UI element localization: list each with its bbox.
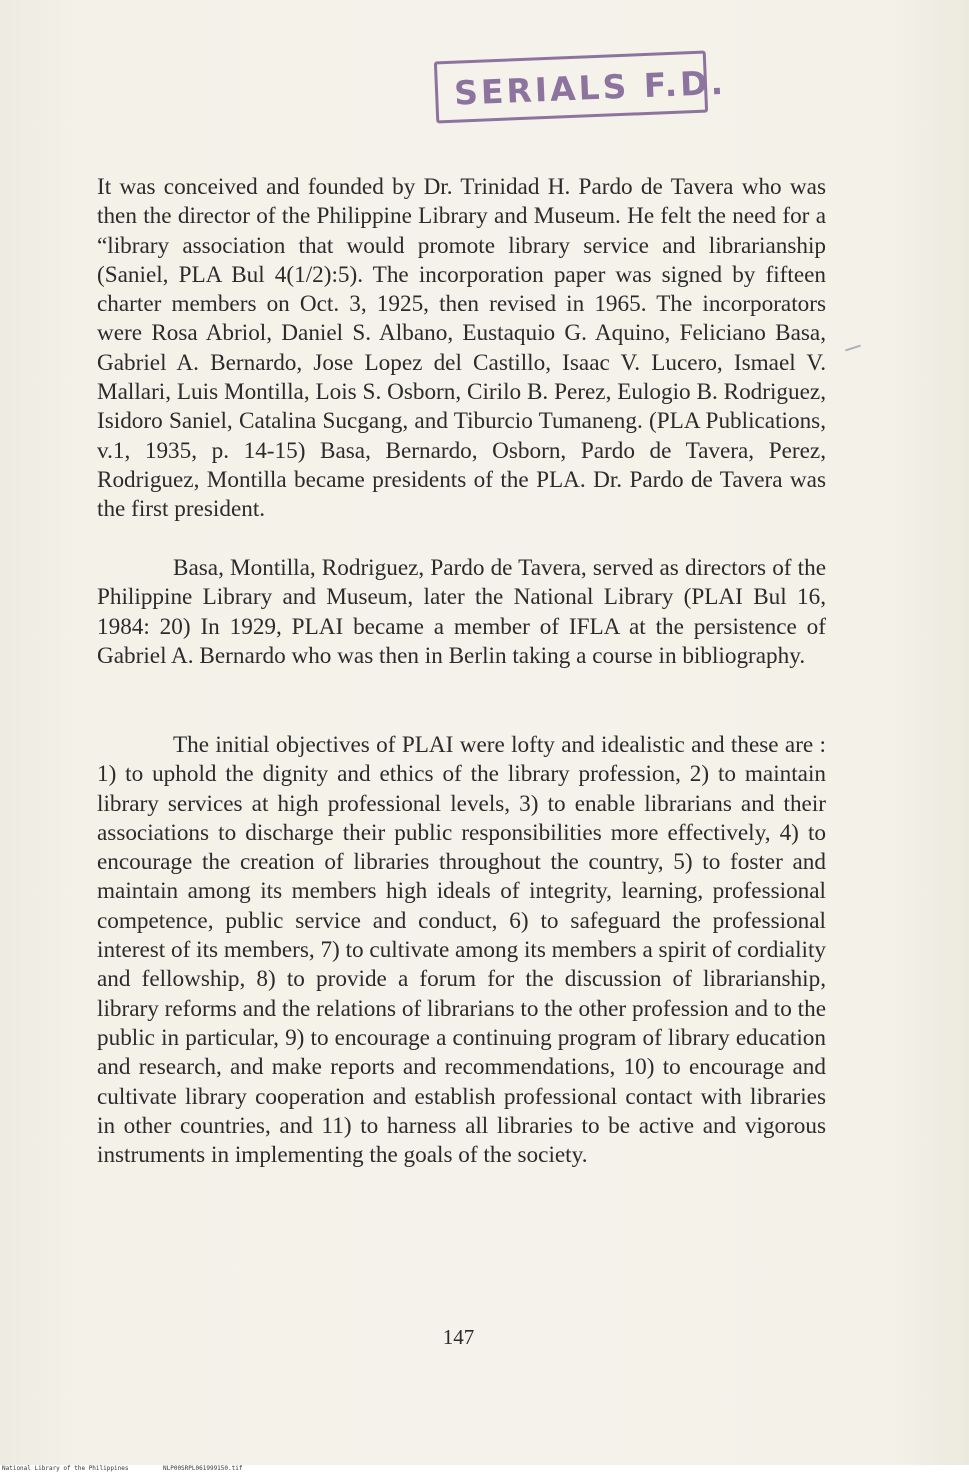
paragraph-objectives: The initial objectives of PLAI were lofty and idealistic and these are : 1) to uphold the dignity and ethics of the library profession, 2) to maintain library services at high professional levels, 3) to enable librarians and their associations to discharge their public responsibilities more effectively, 4) to encourage the creation of libraries throughout the country, 5) to foster and maintain among its members high ideals of integrity, learning, professional competence, public service and conduct, 6) to safeguard the professional interest of its members, 7) to cultivate among its members a spirit of cordiality and fellowship, 8) to provide a forum for the discussion of librarianship, library reforms and the relations of librarians to the other profession and to the public in particular, 9) to encourage a continuing program of library education and research, and make reports and recommendations, 10) to encourage and cultivate library cooperation and establish professional contact with libraries in other countries, and 11) to harness all libraries to be active and vigorous instruments in implementing the goals of the society. <box>97 732 826 1169</box>
pencil-mark <box>845 345 861 352</box>
stamp-text: SERIALS F.D. <box>453 62 727 113</box>
footer-source: National Library of the Philippines <box>2 1465 129 1472</box>
paragraph-directors: Basa, Montilla, Rodriguez, Pardo de Tavera, served as directors of the Philippine Library and Museum, later the National Library (PLAI Bul 16, 1984: 20) In 1929, PLAI became a member of IFLA at the persistence of Gabriel A. Bernardo who was then in Berlin taking a course in bibliography. <box>97 555 826 669</box>
page-number: 147 <box>442 1325 475 1349</box>
footer-file: NLP00SRPL061999150.tif <box>163 1465 243 1472</box>
scan-footer <box>0 1465 969 1473</box>
paragraph-founding: It was conceived and founded by Dr. Trinidad H. Pardo de Tavera who was then the director of the Philippine Library and Museum. He felt the need for a “library association that would promote library service and librarianship (Saniel, PLA Bul 4(1/2):5). The incorporation paper was signed by fifteen charter members on Oct. 3, 1925, then revised in 1965. The incorporators were Rosa Abriol, Daniel S. Albano, Eustaquio G. Aquino, Feliciano Basa, Gabriel A. Bernardo, Jose Lopez del Castillo, Isaac V. Lucero, Ismael V. Mallari, Luis Montilla, Lois S. Osborn, Cirilo B. Perez, Eulogio B. Rodriguez, Isidoro Saniel, Catalina Sucgang, and Tiburcio Tumaneng. (PLA Publications, v.1, 1935, p. 14-15) Basa, Bernardo, Osborn, Pardo de Tavera, Perez, Rodriguez, Montilla became presidents of the PLA. Dr. Pardo de Tavera was the first president. <box>97 174 826 523</box>
serials-stamp <box>434 51 727 124</box>
